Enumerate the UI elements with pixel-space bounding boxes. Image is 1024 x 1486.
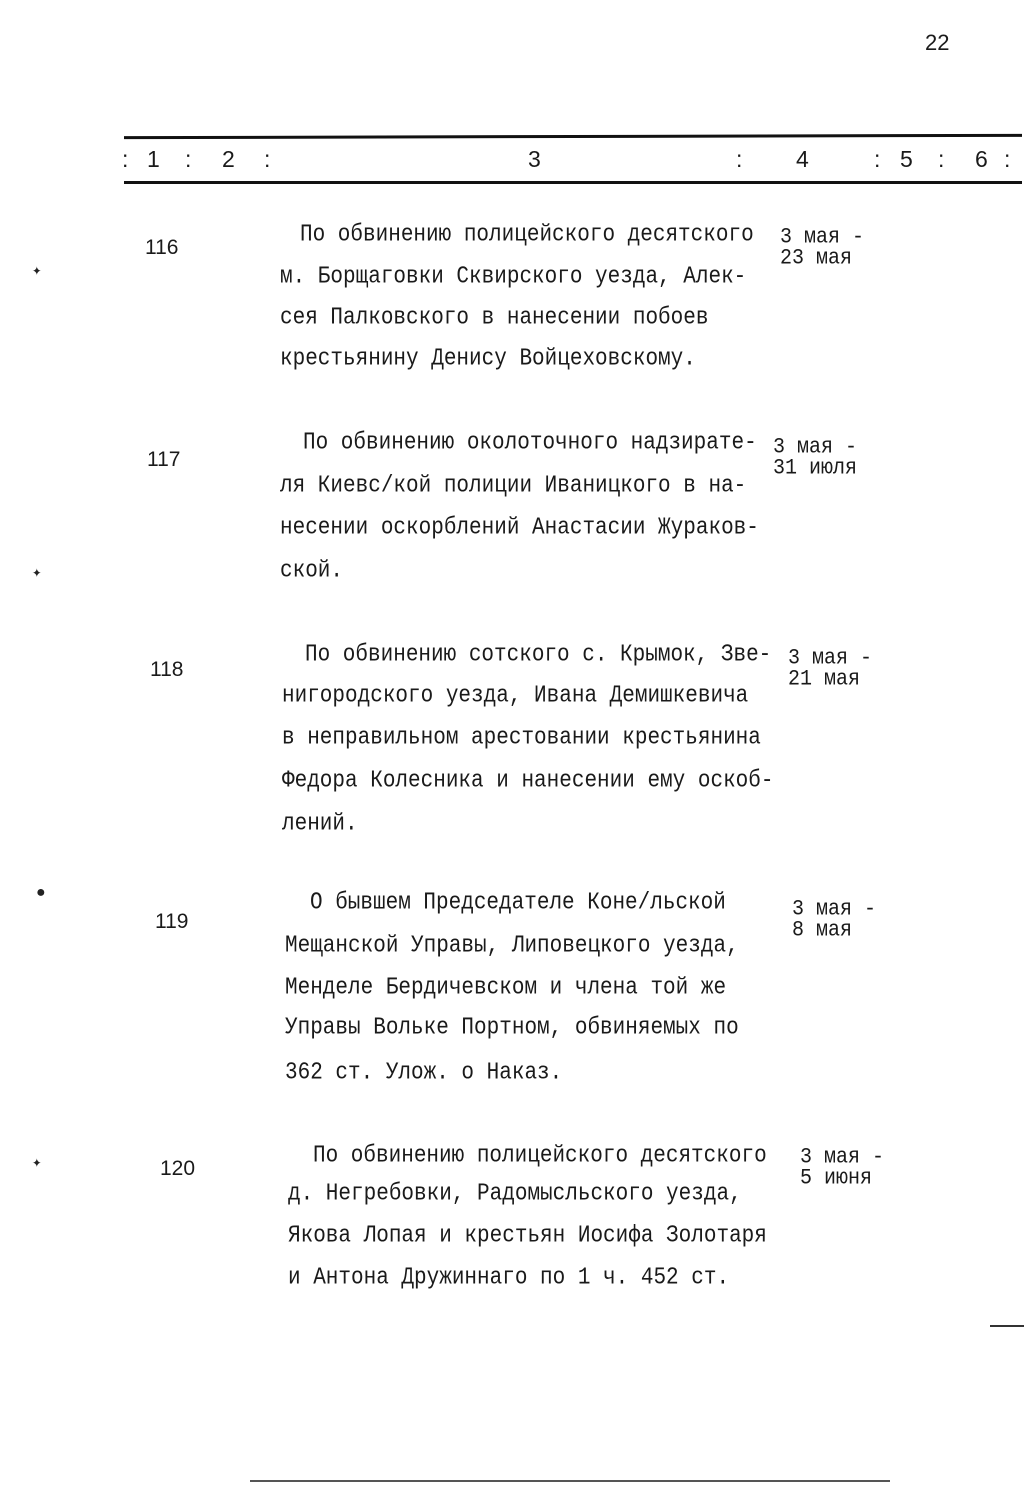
entry-text-line: ской. [280, 558, 344, 585]
entry-text-line: нигородского уезда, Ивана Демишкевича [282, 683, 749, 710]
binding-hole-mark: ✦ [32, 564, 42, 582]
entry-number: 116 [145, 236, 179, 259]
entry-text-line: По обвинению околоточного надзирате- [303, 430, 757, 457]
header-sep: : [185, 146, 192, 172]
header-sep: : [874, 146, 881, 172]
bottom-edge-rule [250, 1480, 890, 1482]
entry-number: 117 [147, 448, 181, 471]
entry-text-line: По обвинению полицейского десятского [300, 222, 754, 249]
header-sep: : [1004, 146, 1011, 172]
entry-number: 118 [150, 658, 184, 681]
entry-text-line: Мещанской Управы, Липовецкого уезда, [285, 933, 739, 960]
header-col-6: 6 [975, 146, 988, 172]
entry-text-line: м. Борщаговки Сквирского уезда, Алек- [280, 264, 747, 291]
entry-text-line: Управы Вольке Портном, обвиняемых по [285, 1015, 739, 1042]
binding-hole-mark: ✦ [32, 1154, 42, 1172]
entry-date-end: 8 мая [792, 917, 853, 944]
header-col-5: 5 [900, 146, 913, 172]
entry-number: 120 [160, 1157, 196, 1180]
entry-number: 119 [155, 910, 189, 933]
header-bottom-rule [124, 181, 1022, 184]
binding-hole-mark: ✦ [32, 262, 42, 280]
header-sep: : [736, 146, 743, 172]
entry-date-end: 31 июля [773, 455, 858, 482]
header-col-1: 1 [147, 146, 160, 172]
margin-dash [990, 1325, 1024, 1327]
header-top-rule [124, 134, 1022, 139]
entry-text-line: 362 ст. Улож. о Наказ. [285, 1060, 563, 1087]
binding-hole-mark: ● [36, 884, 46, 902]
header-sep: : [122, 146, 129, 172]
entry-text-line: д. Негребовки, Радомысльского уезда, [288, 1181, 742, 1208]
header-col-2: 2 [222, 146, 235, 172]
entry-text-line: Якова Лопая и крестьян Иосифа Золотаря [288, 1223, 767, 1250]
entry-date-end: 5 июня [800, 1165, 873, 1192]
entry-text-line: О бывшем Председателе Коне/льской [310, 890, 726, 917]
entry-text-line: в неправильном арестовании крестьянина [282, 725, 761, 752]
entry-date-start: 3 мая - [773, 434, 858, 461]
entry-text-line: ля Киевс/кой полиции Иваницкого в на- [280, 473, 747, 500]
page-number: 22 [925, 30, 950, 55]
entry-text-line: Федора Колесника и нанесении ему оскоб- [282, 768, 774, 795]
header-sep: : [938, 146, 945, 172]
entry-text-line: Менделе Бердичевском и члена той же [285, 975, 727, 1002]
entry-text-line: крестьянину Денису Войцеховскому. [280, 346, 696, 373]
entry-date-start: 3 мая - [788, 645, 873, 672]
entry-text-line: несении оскорблений Анастасии Жураков- [280, 515, 759, 542]
entry-date-start: 3 мая - [780, 224, 865, 251]
header-col-4: 4 [796, 146, 809, 172]
entry-text-line: сея Палковского в нанесении побоев [280, 305, 709, 332]
entry-date-end: 21 мая [788, 666, 861, 693]
header-col-3: 3 [528, 146, 541, 172]
header-sep: : [264, 146, 271, 172]
entry-date-start: 3 мая - [792, 896, 877, 923]
entry-date-end: 23 мая [780, 245, 853, 272]
entry-date-start: 3 мая - [800, 1144, 885, 1171]
entry-text-line: По обвинению сотского с. Крымок, Зве- [305, 642, 772, 669]
entry-text-line: лений. [282, 811, 358, 838]
entry-text-line: По обвинению полицейского десятского [313, 1143, 767, 1170]
entry-text-line: и Антона Дружиннаго по 1 ч. 452 ст. [288, 1265, 730, 1292]
